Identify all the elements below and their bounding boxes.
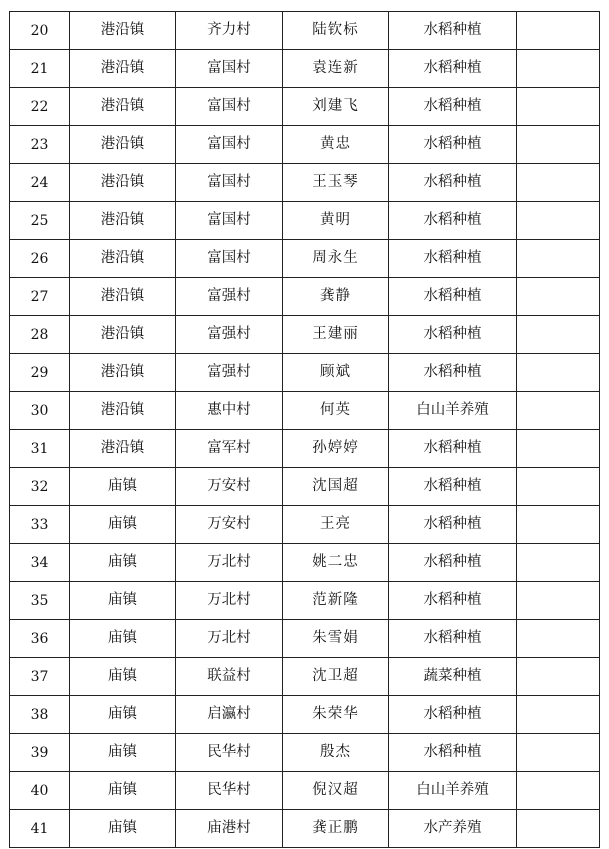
table-row (10, 620, 600, 658)
table-row (10, 506, 600, 544)
cell-town: 庙镇 (70, 506, 176, 544)
cell-industry-type: 水稻种植 (389, 544, 517, 582)
table-row (10, 278, 600, 316)
cell-person-name: 姚二忠 (283, 544, 389, 582)
cell-industry-type: 白山羊养殖 (389, 392, 517, 430)
cell-note (517, 620, 600, 658)
cell-village: 启瀛村 (176, 696, 283, 734)
cell-person-name: 龚正鹏 (283, 810, 389, 848)
cell-note (517, 468, 600, 506)
cell-serial-number: 28 (10, 316, 70, 354)
cell-village: 富军村 (176, 430, 283, 468)
cell-serial-number: 24 (10, 164, 70, 202)
cell-industry-type: 白山羊养殖 (389, 772, 517, 810)
cell-village: 富国村 (176, 126, 283, 164)
cell-note (517, 658, 600, 696)
cell-person-name: 何英 (283, 392, 389, 430)
cell-industry-type: 水稻种植 (389, 88, 517, 126)
table-row (10, 392, 600, 430)
cell-industry-type: 水稻种植 (389, 12, 517, 50)
cell-person-name: 刘建飞 (283, 88, 389, 126)
table-row (10, 734, 600, 772)
cell-person-name: 王建丽 (283, 316, 389, 354)
cell-serial-number: 31 (10, 430, 70, 468)
cell-note (517, 316, 600, 354)
cell-serial-number: 20 (10, 12, 70, 50)
cell-person-name: 范新隆 (283, 582, 389, 620)
cell-village: 庙港村 (176, 810, 283, 848)
cell-serial-number: 27 (10, 278, 70, 316)
cell-person-name: 黄忠 (283, 126, 389, 164)
cell-industry-type: 水稻种植 (389, 506, 517, 544)
cell-town: 港沿镇 (70, 316, 176, 354)
cell-note (517, 202, 600, 240)
cell-village: 富国村 (176, 202, 283, 240)
cell-village: 民华村 (176, 734, 283, 772)
cell-town: 港沿镇 (70, 88, 176, 126)
cell-serial-number: 40 (10, 772, 70, 810)
cell-industry-type: 水稻种植 (389, 202, 517, 240)
cell-village: 富国村 (176, 88, 283, 126)
cell-village: 万北村 (176, 544, 283, 582)
table-row (10, 658, 600, 696)
cell-town: 港沿镇 (70, 430, 176, 468)
cell-village: 富国村 (176, 50, 283, 88)
cell-note (517, 88, 600, 126)
cell-industry-type: 水稻种植 (389, 164, 517, 202)
cell-town: 庙镇 (70, 544, 176, 582)
cell-serial-number: 36 (10, 620, 70, 658)
cell-town: 港沿镇 (70, 126, 176, 164)
cell-industry-type: 水产养殖 (389, 810, 517, 848)
cell-serial-number: 29 (10, 354, 70, 392)
cell-person-name: 王玉琴 (283, 164, 389, 202)
cell-industry-type: 水稻种植 (389, 620, 517, 658)
cell-village: 万安村 (176, 468, 283, 506)
cell-person-name: 朱荣华 (283, 696, 389, 734)
cell-person-name: 周永生 (283, 240, 389, 278)
cell-serial-number: 34 (10, 544, 70, 582)
cell-town: 庙镇 (70, 658, 176, 696)
cell-note (517, 734, 600, 772)
cell-serial-number: 22 (10, 88, 70, 126)
cell-industry-type: 水稻种植 (389, 240, 517, 278)
cell-town: 庙镇 (70, 468, 176, 506)
cell-note (517, 696, 600, 734)
cell-note (517, 392, 600, 430)
cell-note (517, 278, 600, 316)
cell-person-name: 沈卫超 (283, 658, 389, 696)
cell-town: 港沿镇 (70, 12, 176, 50)
cell-village: 富强村 (176, 354, 283, 392)
cell-village: 富强村 (176, 278, 283, 316)
cell-town: 港沿镇 (70, 240, 176, 278)
cell-industry-type: 水稻种植 (389, 468, 517, 506)
cell-person-name: 陆钦标 (283, 12, 389, 50)
cell-town: 庙镇 (70, 696, 176, 734)
cell-person-name: 顾斌 (283, 354, 389, 392)
cell-serial-number: 35 (10, 582, 70, 620)
cell-note (517, 810, 600, 848)
cell-person-name: 孙婷婷 (283, 430, 389, 468)
table-row (10, 88, 600, 126)
table-row (10, 696, 600, 734)
table-row (10, 582, 600, 620)
cell-industry-type: 水稻种植 (389, 734, 517, 772)
cell-town: 港沿镇 (70, 354, 176, 392)
cell-serial-number: 30 (10, 392, 70, 430)
cell-town: 庙镇 (70, 772, 176, 810)
table-row (10, 164, 600, 202)
cell-town: 庙镇 (70, 582, 176, 620)
cell-village: 富国村 (176, 164, 283, 202)
table-row (10, 354, 600, 392)
cell-note (517, 430, 600, 468)
cell-serial-number: 38 (10, 696, 70, 734)
cell-serial-number: 26 (10, 240, 70, 278)
cell-industry-type: 水稻种植 (389, 696, 517, 734)
cell-industry-type: 水稻种植 (389, 430, 517, 468)
cell-town: 港沿镇 (70, 392, 176, 430)
cell-industry-type: 水稻种植 (389, 126, 517, 164)
cell-village: 齐力村 (176, 12, 283, 50)
cell-town: 港沿镇 (70, 202, 176, 240)
cell-industry-type: 水稻种植 (389, 50, 517, 88)
cell-town: 港沿镇 (70, 164, 176, 202)
cell-serial-number: 41 (10, 810, 70, 848)
table-row (10, 126, 600, 164)
cell-note (517, 164, 600, 202)
cell-town: 庙镇 (70, 810, 176, 848)
cell-village: 万北村 (176, 620, 283, 658)
table-row (10, 202, 600, 240)
cell-town: 港沿镇 (70, 278, 176, 316)
cell-village: 民华村 (176, 772, 283, 810)
roster-body (10, 12, 600, 848)
cell-serial-number: 33 (10, 506, 70, 544)
cell-village: 万北村 (176, 582, 283, 620)
table-row (10, 468, 600, 506)
cell-village: 富国村 (176, 240, 283, 278)
cell-town: 庙镇 (70, 734, 176, 772)
cell-note (517, 354, 600, 392)
table-row (10, 316, 600, 354)
cell-note (517, 126, 600, 164)
cell-serial-number: 37 (10, 658, 70, 696)
cell-note (517, 50, 600, 88)
cell-note (517, 12, 600, 50)
cell-industry-type: 水稻种植 (389, 278, 517, 316)
cell-town: 港沿镇 (70, 50, 176, 88)
table-row (10, 430, 600, 468)
cell-person-name: 朱雪娟 (283, 620, 389, 658)
cell-village: 联益村 (176, 658, 283, 696)
cell-town: 庙镇 (70, 620, 176, 658)
cell-industry-type: 水稻种植 (389, 582, 517, 620)
cell-note (517, 772, 600, 810)
cell-serial-number: 23 (10, 126, 70, 164)
cell-person-name: 王亮 (283, 506, 389, 544)
cell-note (517, 544, 600, 582)
cell-village: 富强村 (176, 316, 283, 354)
cell-note (517, 240, 600, 278)
cell-serial-number: 21 (10, 50, 70, 88)
cell-person-name: 沈国超 (283, 468, 389, 506)
cell-serial-number: 32 (10, 468, 70, 506)
cell-person-name: 黄明 (283, 202, 389, 240)
cell-person-name: 殷杰 (283, 734, 389, 772)
table-row (10, 12, 600, 50)
table-row (10, 772, 600, 810)
cell-village: 万安村 (176, 506, 283, 544)
cell-village: 惠中村 (176, 392, 283, 430)
cell-person-name: 倪汉超 (283, 772, 389, 810)
cell-note (517, 582, 600, 620)
cell-industry-type: 水稻种植 (389, 354, 517, 392)
cell-serial-number: 25 (10, 202, 70, 240)
cell-note (517, 506, 600, 544)
cell-industry-type: 蔬菜种植 (389, 658, 517, 696)
table-row (10, 544, 600, 582)
cell-person-name: 龚静 (283, 278, 389, 316)
cell-serial-number: 39 (10, 734, 70, 772)
table-row (10, 50, 600, 88)
roster-table (9, 11, 600, 848)
table-row (10, 810, 600, 848)
cell-person-name: 袁连新 (283, 50, 389, 88)
cell-industry-type: 水稻种植 (389, 316, 517, 354)
table-row (10, 240, 600, 278)
